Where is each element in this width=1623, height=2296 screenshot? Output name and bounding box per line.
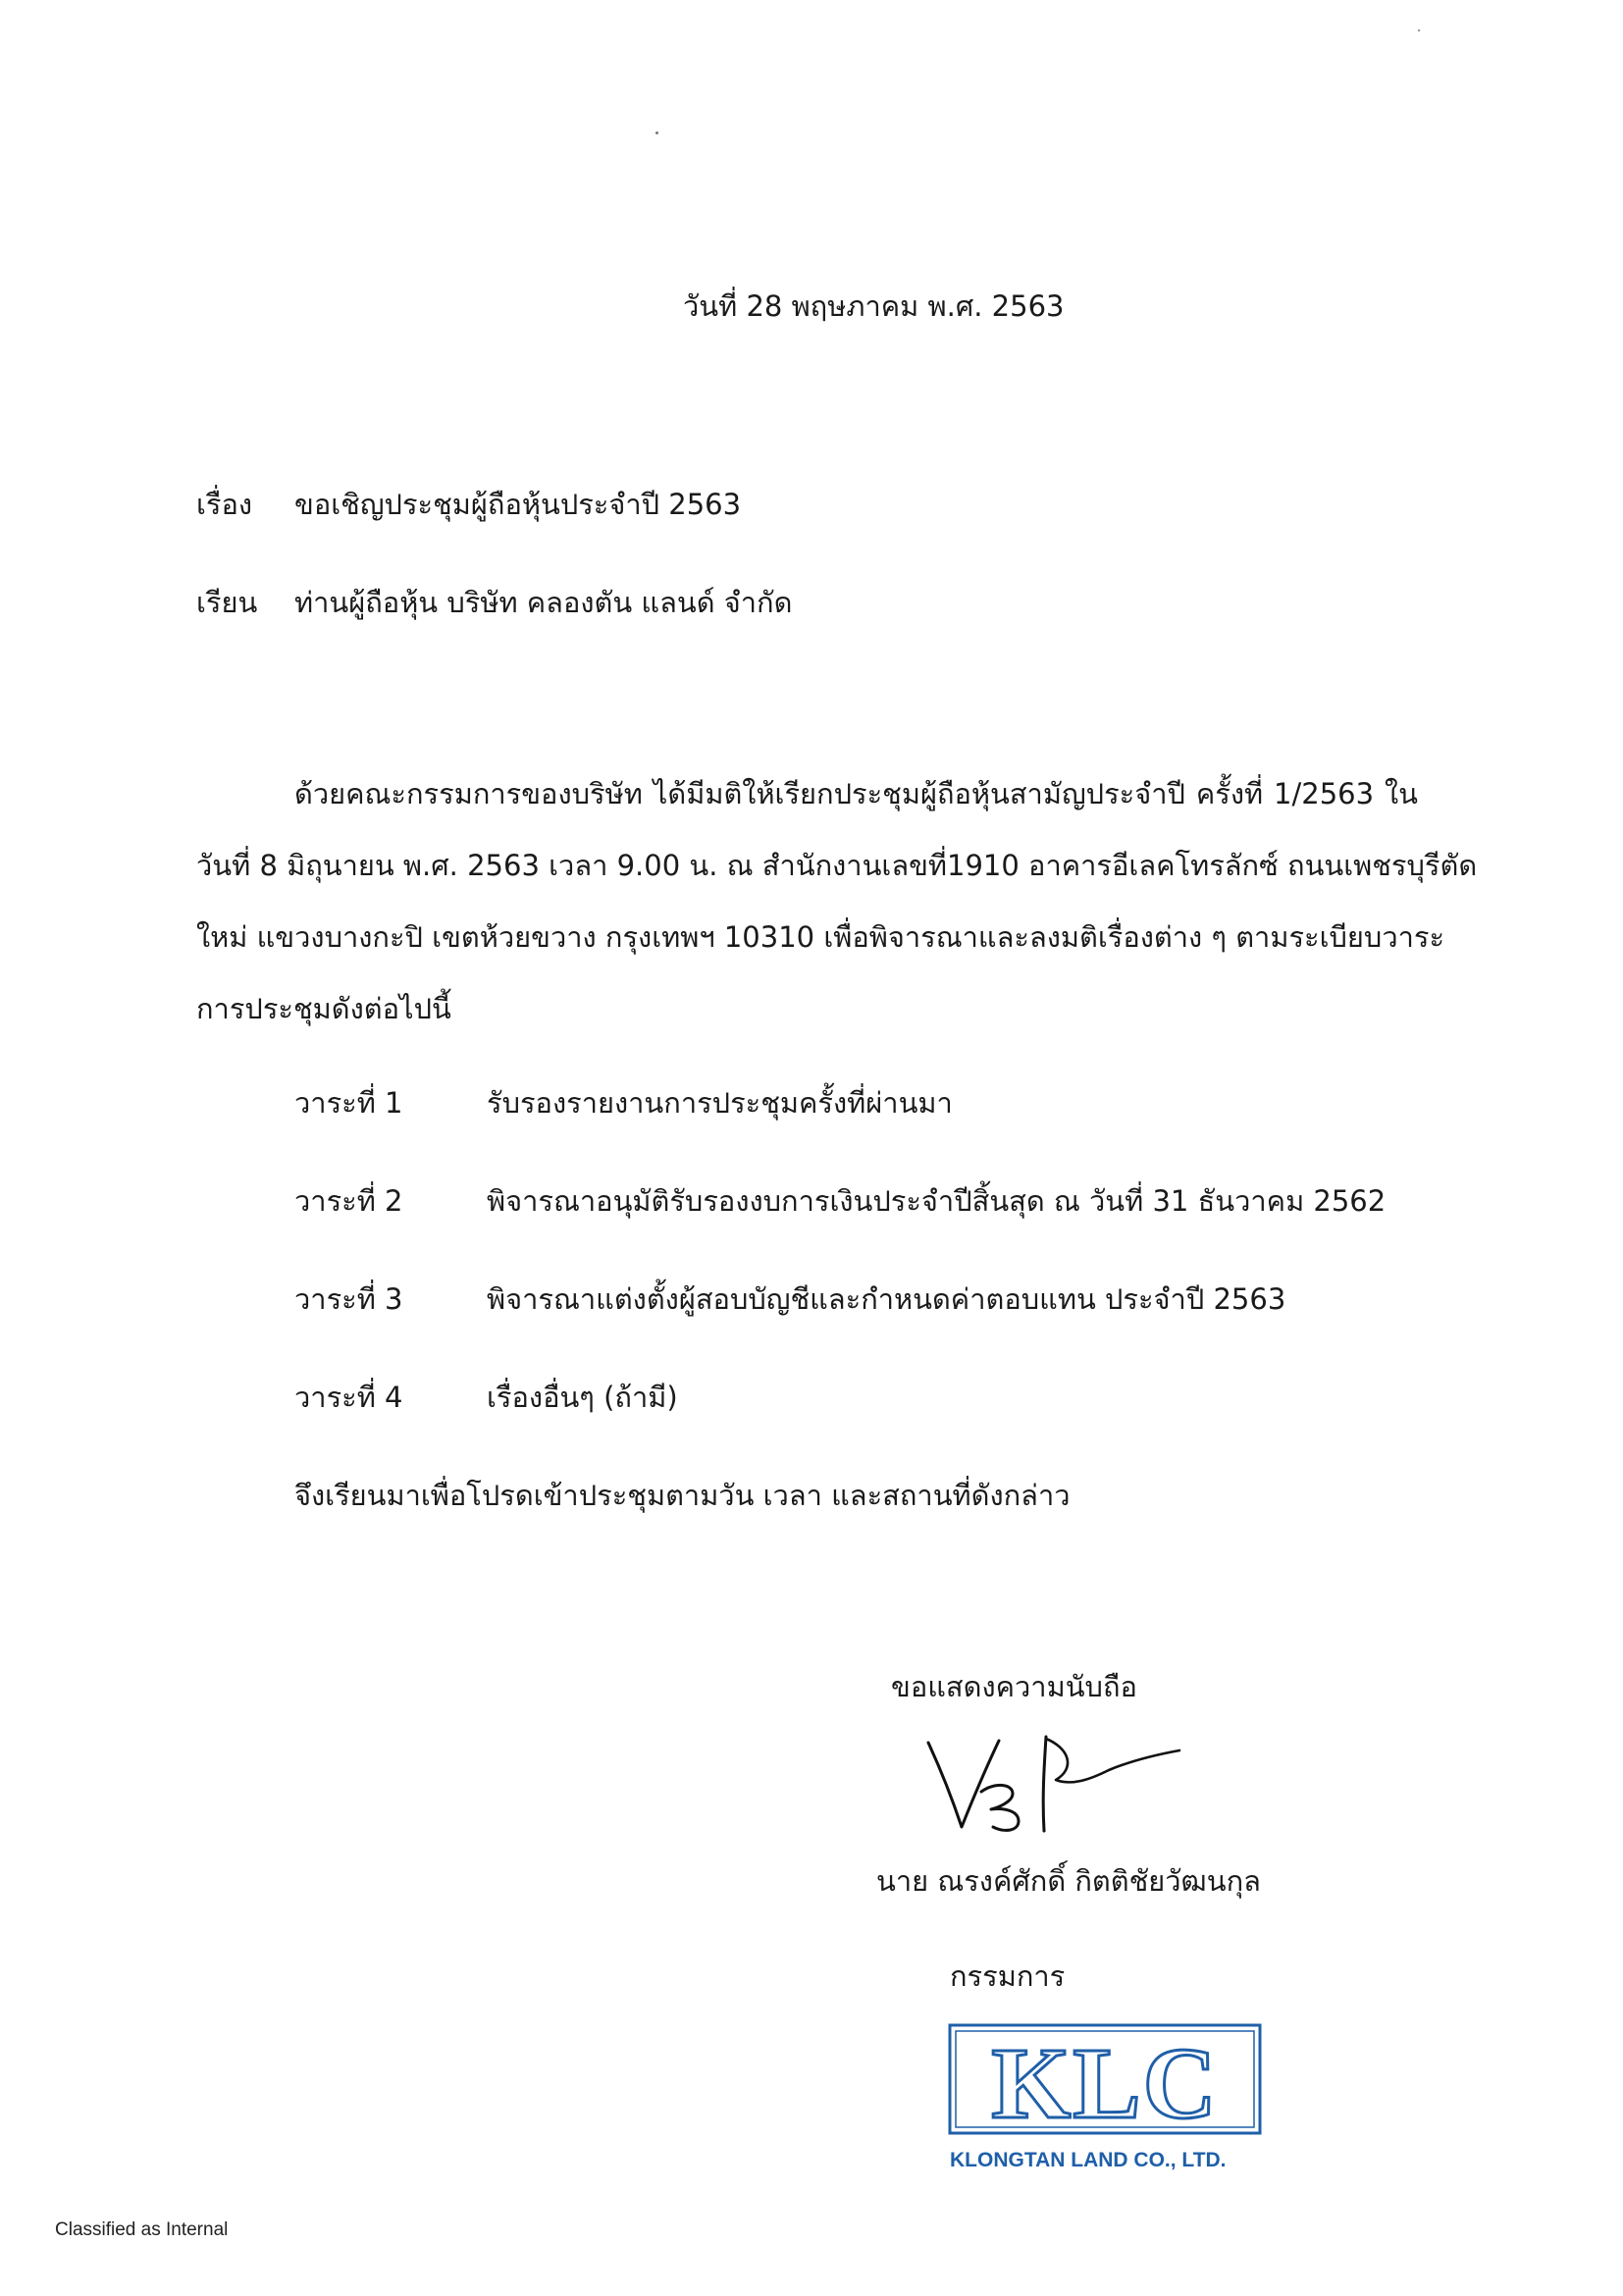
agenda-label: วาระที่ 4: [294, 1381, 403, 1414]
agenda-text: เรื่องอื่นๆ (ถ้ามี): [487, 1381, 678, 1414]
subject-label: เรื่อง: [196, 488, 253, 521]
handwritten-signature: [922, 1729, 1187, 1837]
company-seal: [944, 2019, 1268, 2176]
agenda-text: พิจารณาแต่งตั้งผู้สอบบัญชีและกำหนดค่าตอบแทน ประจำปี 2563: [487, 1282, 1286, 1316]
classification-label: Classified as Internal: [55, 2219, 229, 2240]
signer-title: กรรมการ: [950, 1959, 1066, 1993]
agenda-label: วาระที่ 2: [294, 1184, 403, 1218]
scan-speck: [655, 131, 658, 134]
to-label: เรียน: [196, 586, 258, 619]
scan-speck: [1418, 29, 1420, 31]
seal-company-text: KLONGTAN LAND CO., LTD.: [950, 2149, 1227, 2171]
subject-text: ขอเชิญประชุมผู้ถือหุ้นประจำปี 2563: [294, 488, 742, 521]
body-line: วันที่ 8 มิถุนายน พ.ศ. 2563 เวลา 9.00 น. ณ สำนักงานเลขที่1910 อาคารอีเลคโทรลักซ์ ถนนเพชรบุรีตัด: [196, 849, 1478, 882]
agenda-text: พิจารณาอนุมัติรับรองงบการเงินประจำปีสิ้นสุด ณ วันที่ 31 ธันวาคม 2562: [487, 1184, 1387, 1218]
sign-off: ขอแสดงความนับถือ: [891, 1670, 1137, 1703]
body-line: ใหม่ แขวงบางกะปิ เขตห้วยขวาง กรุงเทพฯ 10310 เพื่อพิจารณาและลงมติเรื่องต่าง ๆ ตามระเบียบวาระ: [196, 920, 1445, 954]
signer-name: นาย ณรงค์ศักดิ์ กิตติชัยวัฒนกุล: [876, 1864, 1261, 1898]
body-line: ด้วยคณะกรรมการของบริษัท ได้มีมติให้เรียกประชุมผู้ถือหุ้นสามัญประจำปี ครั้งที่ 1/2563 ใน: [294, 777, 1418, 810]
agenda-label: วาระที่ 3: [294, 1282, 403, 1316]
seal-logo-text: KLC: [991, 2027, 1219, 2140]
body-line: การประชุมดังต่อไปนี้: [196, 992, 451, 1025]
to-text: ท่านผู้ถือหุ้น บริษัท คลองตัน แลนด์ จำกัด: [294, 586, 793, 619]
closing-line: จึงเรียนมาเพื่อโปรดเข้าประชุมตามวัน เวลา และสถานที่ดังกล่าว: [294, 1479, 1071, 1512]
date-line: วันที่ 28 พฤษภาคม พ.ศ. 2563: [683, 289, 1065, 323]
agenda-text: รับรองรายงานการประชุมครั้งที่ผ่านมา: [487, 1086, 953, 1120]
agenda-label: วาระที่ 1: [294, 1086, 403, 1120]
